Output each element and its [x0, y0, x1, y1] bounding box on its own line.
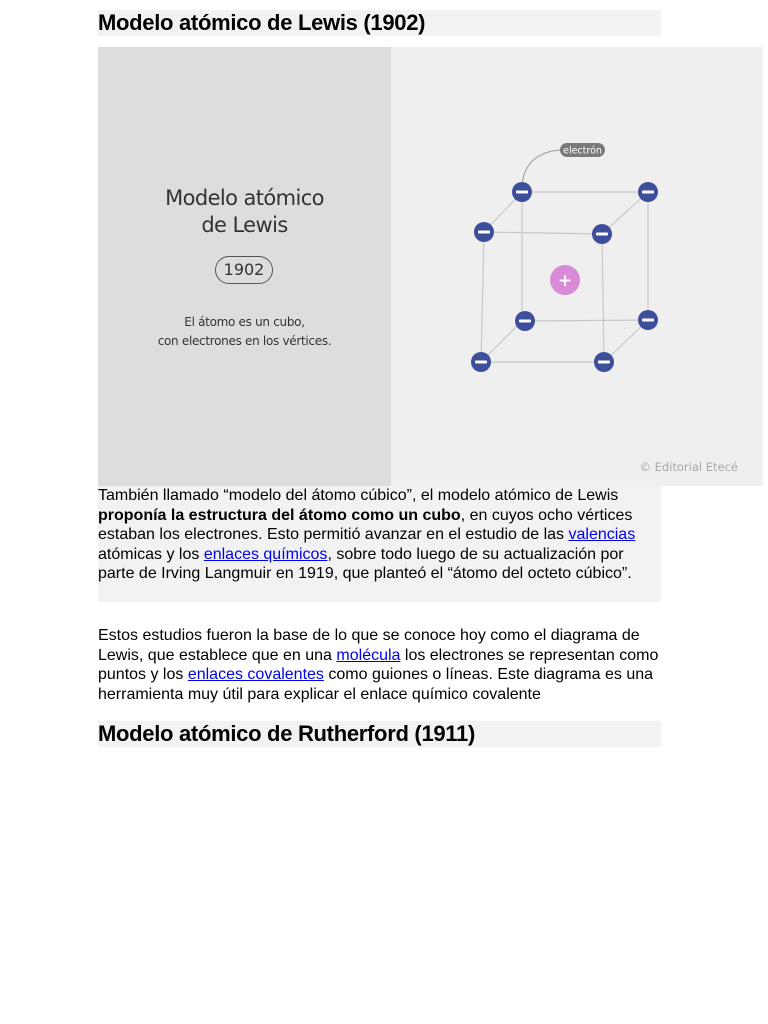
- paragraph-lewis-diagram: [98, 626, 661, 704]
- p2-text-1: Estos estudios fueron la base de lo que se conoce hoy como el diagrama de Lewis, que establece que en una: [98, 627, 640, 664]
- section-heading-lewis: Modelo atómico de Lewis (1902): [98, 10, 661, 36]
- link-molecula[interactable]: molécula: [336, 646, 401, 664]
- p1-bold-text: proponía la estructura del átomo como un cubo: [98, 506, 461, 524]
- electron-icon: [638, 310, 658, 330]
- electron-label-connector: [522, 150, 560, 184]
- lewis-model-figure: [98, 47, 763, 486]
- nucleus-plus-icon: +: [557, 271, 573, 291]
- p1-text-4: , sobre todo luego de su actualización por parte de Irving Langmuir en 1919, que planteó el “átomo del octeto cúbico”.: [98, 545, 632, 582]
- figure-year-badge: 1902: [215, 256, 273, 284]
- link-enlaces-quimicos[interactable]: enlaces químicos: [203, 545, 328, 563]
- link-valencias[interactable]: valencias: [568, 526, 636, 543]
- p2-text-2: los electrones se representan como puntos y los: [98, 646, 659, 683]
- electron-icon: [474, 222, 494, 242]
- figure-caption-line2: con electrones en los vértices.: [157, 334, 332, 348]
- p1-text-2: , en cuyos ocho vértices estaban los electrones. Esto permitió avanzar en el estudio de las: [98, 506, 633, 543]
- electron-label-text: electrón: [563, 145, 602, 157]
- figure-title-line2: de Lewis: [201, 213, 288, 237]
- cube-diagram: [98, 47, 763, 486]
- electron-icon: [638, 182, 658, 202]
- link-enlaces-covalentes[interactable]: enlaces covalentes: [187, 666, 324, 683]
- electron-icon: [594, 352, 614, 372]
- electron-icon: [592, 224, 612, 244]
- figure-title-line1: Modelo atómico: [165, 186, 324, 210]
- p1-text-3: atómicas y los: [98, 545, 204, 563]
- figure-credit: © Editorial Etecé: [639, 460, 738, 474]
- electron-icon: [512, 182, 532, 202]
- section-heading-rutherford: Modelo atómico de Rutherford (1911): [98, 721, 661, 747]
- electron-icon: [515, 311, 535, 331]
- p2-text-3: como guiones o líneas. Este diagrama es una herramienta muy útil para explicar el enlace químico covalente: [98, 666, 654, 703]
- electron-icon: [471, 352, 491, 372]
- figure-caption-line1: El átomo es un cubo,: [184, 315, 305, 329]
- p1-text-1: También llamado “modelo del átomo cúbico”, el modelo atómico de Lewis: [98, 487, 619, 504]
- paragraph-lewis-intro: [98, 486, 661, 602]
